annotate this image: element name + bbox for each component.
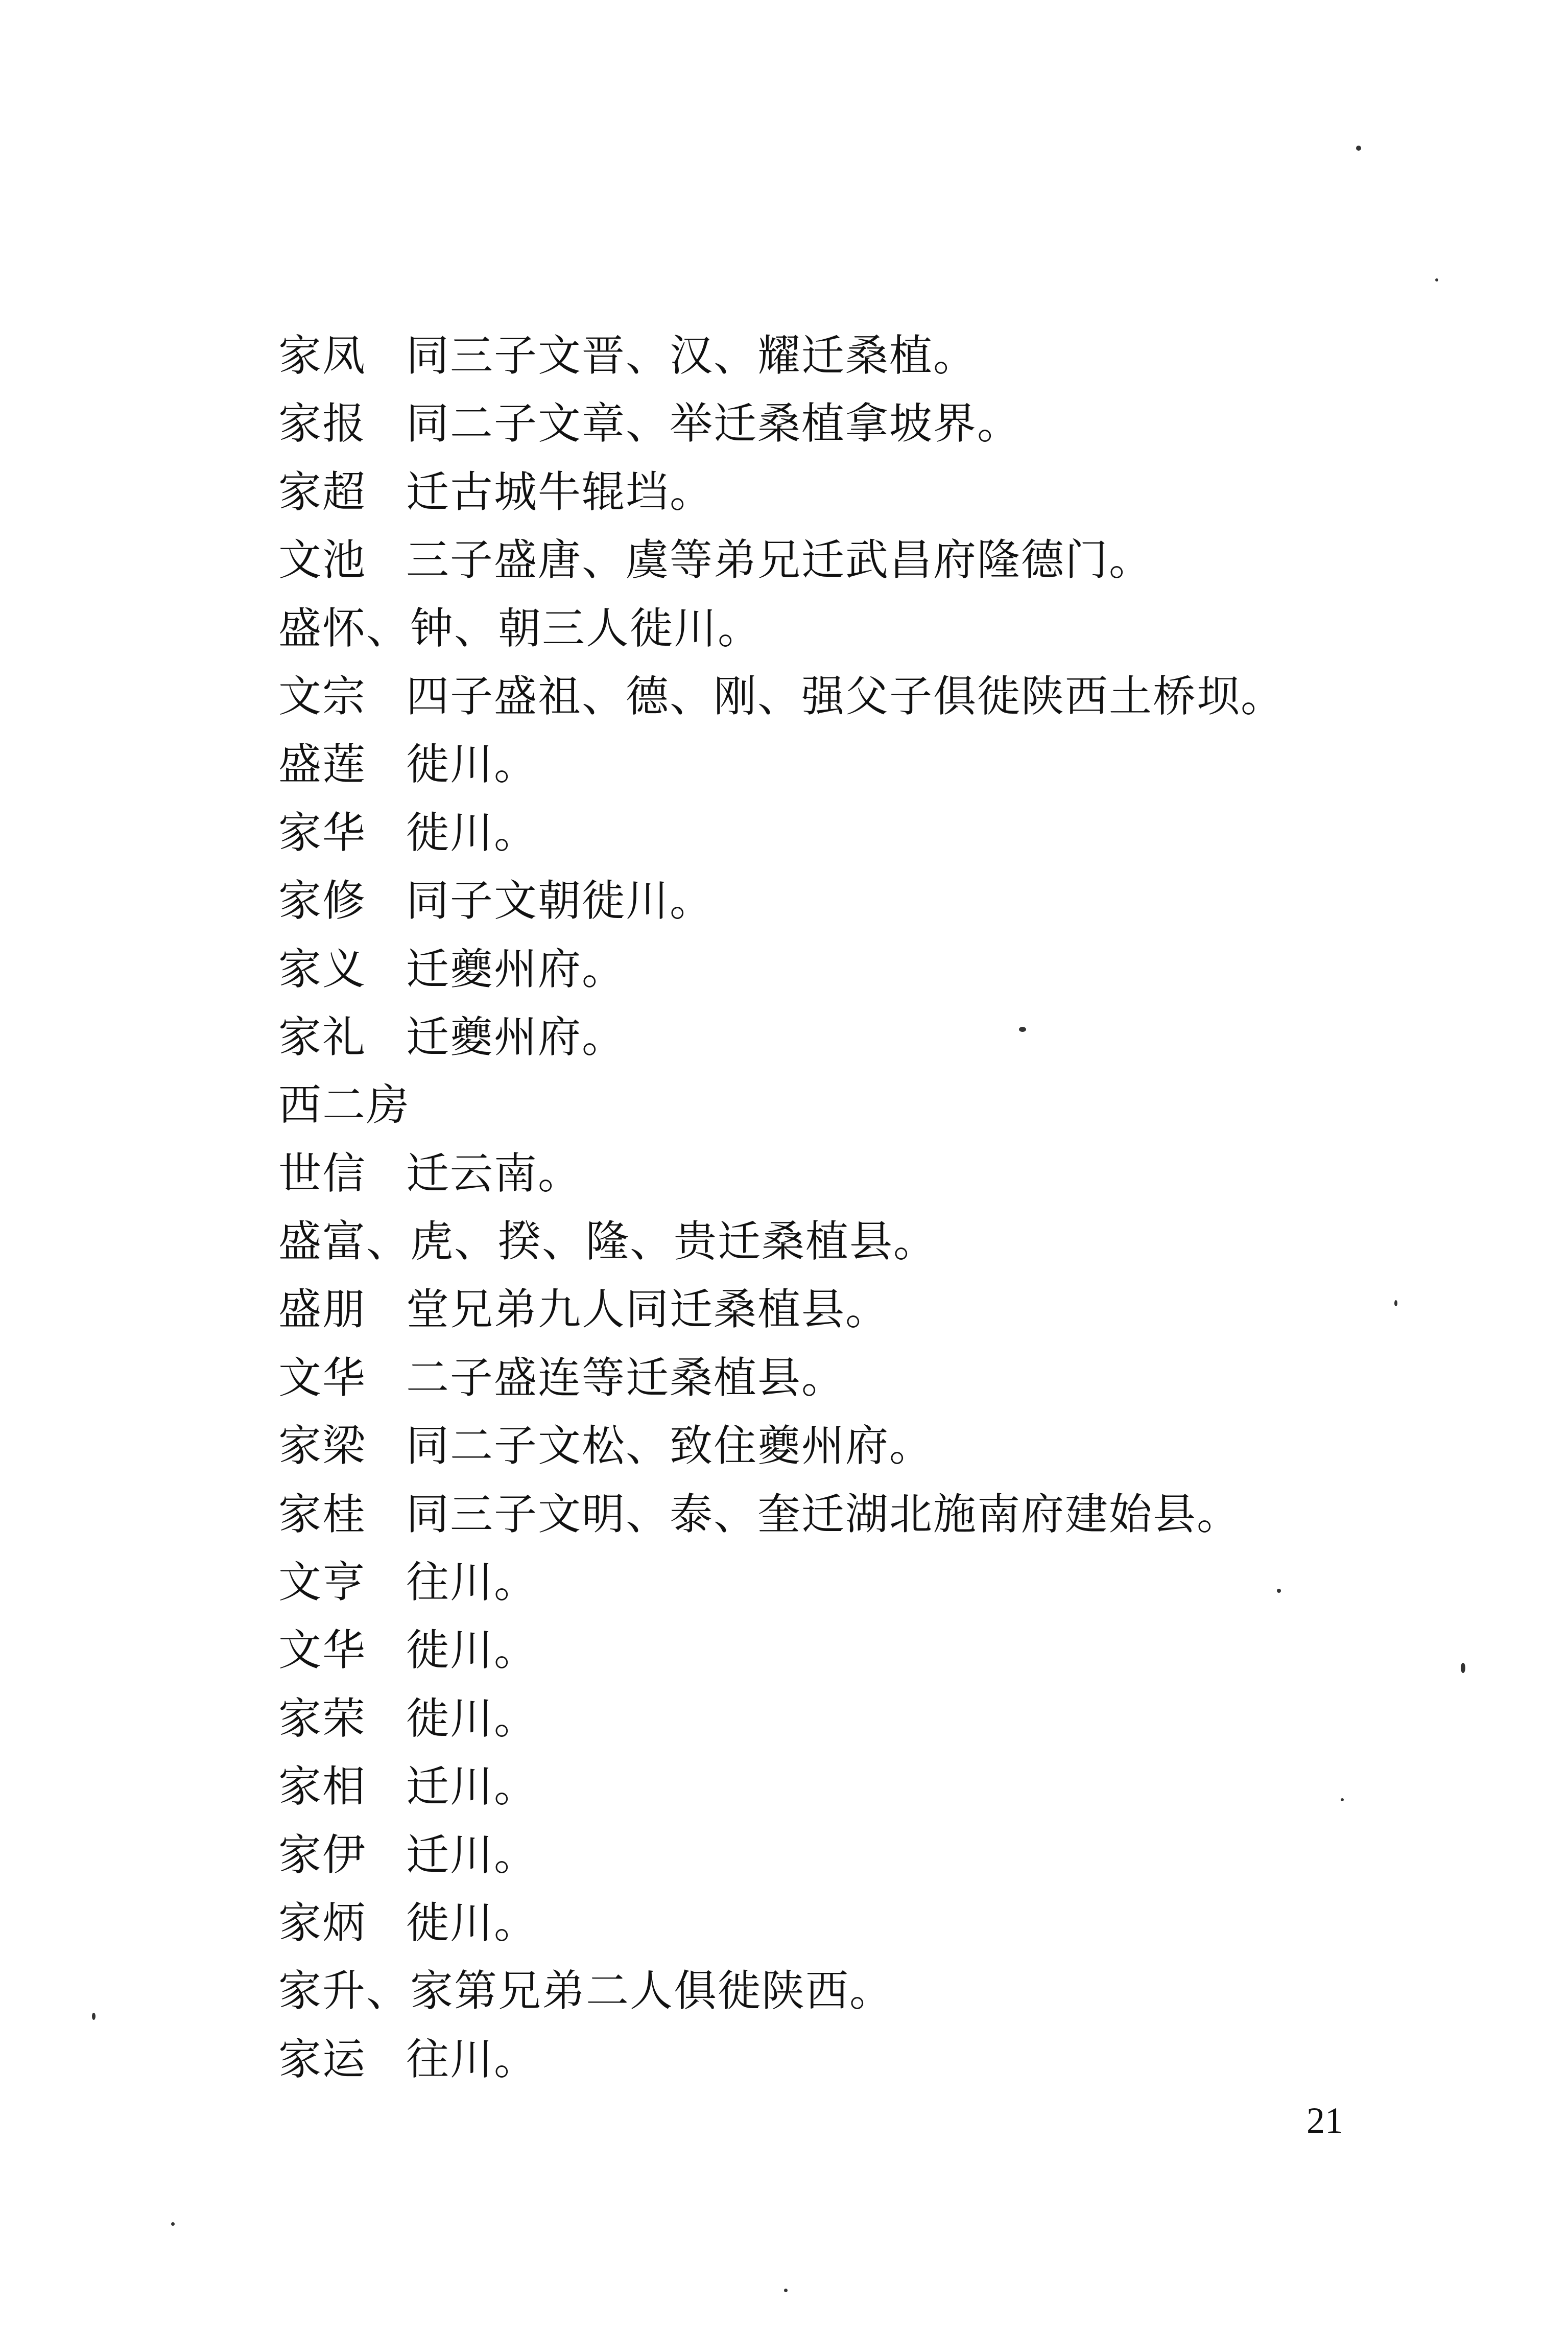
record-name: 家礼 [278, 1011, 367, 1062]
record-description: 迁夔州府。 [406, 944, 626, 994]
record-entry [278, 1616, 1402, 1684]
record-description: 往川。 [406, 1557, 538, 1608]
scan-speck [1356, 146, 1361, 151]
record-entry [278, 1208, 1402, 1276]
record-name: 家梁 [278, 1421, 367, 1471]
record-description: 迁夔州府。 [406, 1011, 626, 1062]
scan-speck [92, 2013, 96, 2020]
record-entry [278, 1344, 1402, 1412]
record-description: 堂兄弟九人同迁桑植县。 [406, 1284, 890, 1335]
record-name: 文华 [278, 1352, 367, 1403]
record-entry [278, 390, 1402, 458]
record-description: 同三子文晋、汉、耀迁桑植。 [406, 331, 978, 381]
record-description: 二子盛连等迁桑植县。 [406, 1352, 846, 1403]
record-name: 世信 [278, 1148, 367, 1198]
record-entry [278, 1276, 1402, 1344]
scan-speck [1019, 1027, 1026, 1032]
record-entry [278, 1071, 1402, 1139]
record-description: 迁古城牛辊垱。 [406, 466, 714, 517]
record-name: 盛富、虎、揆、隆、贵迁桑植县。 [278, 1216, 938, 1267]
record-description: 徙川。 [406, 1625, 538, 1676]
record-name: 文亨 [278, 1557, 367, 1608]
record-description: 迁云南。 [406, 1148, 582, 1198]
record-description: 往川。 [406, 2034, 538, 2084]
record-entry [278, 1003, 1402, 1071]
record-name: 文池 [278, 535, 367, 585]
record-description: 徙川。 [406, 1693, 538, 1744]
record-entry [278, 1889, 1402, 1957]
scan-speck [1277, 1589, 1281, 1593]
record-entry [278, 867, 1402, 935]
scan-speck [784, 2289, 788, 2292]
record-name: 盛莲 [278, 739, 367, 790]
record-entry [278, 935, 1402, 1003]
scan-speck [1461, 1663, 1465, 1673]
record-description: 迁川。 [406, 1829, 538, 1880]
record-name: 家相 [278, 1761, 367, 1812]
record-entry [278, 1480, 1402, 1548]
record-name: 家升、家第兄弟二人俱徙陕西。 [278, 1966, 894, 2016]
record-entry [278, 1821, 1402, 1889]
record-description: 徙川。 [406, 1897, 538, 1948]
record-entry [278, 731, 1402, 798]
scan-speck [1341, 1798, 1344, 1801]
record-description: 徙川。 [406, 739, 538, 790]
record-name: 家义 [278, 944, 367, 994]
record-name: 文华 [278, 1625, 367, 1676]
scan-speck [1394, 1300, 1397, 1306]
record-name: 西二房 [278, 1080, 411, 1131]
record-entry [278, 1412, 1402, 1480]
record-entry [278, 663, 1402, 731]
record-name: 家伊 [278, 1829, 367, 1880]
record-description: 三子盛唐、虞等弟兄迁武昌府隆德门。 [406, 535, 1153, 585]
record-entry [278, 1548, 1402, 1616]
record-name: 家炳 [278, 1897, 367, 1948]
record-description: 同三子文明、泰、奎迁湖北施南府建始县。 [406, 1489, 1241, 1539]
record-description: 同子文朝徙川。 [406, 876, 714, 926]
record-entry [278, 1685, 1402, 1753]
migration-record-list [278, 322, 1402, 2093]
record-entry [278, 1957, 1402, 2025]
record-entry [278, 526, 1402, 594]
record-name: 家凤 [278, 331, 367, 381]
record-entry [278, 1753, 1402, 1821]
record-name: 家荣 [278, 1693, 367, 1744]
record-name: 家报 [278, 398, 367, 449]
record-entry [278, 322, 1402, 390]
record-name: 家超 [278, 466, 367, 517]
record-name: 盛怀、钟、朝三人徙川。 [278, 603, 762, 653]
scan-speck [1435, 278, 1438, 281]
record-name: 盛朋 [278, 1284, 367, 1335]
record-name: 家桂 [278, 1489, 367, 1539]
scan-speck [171, 2222, 175, 2226]
record-entry [278, 2026, 1402, 2093]
record-name: 家华 [278, 807, 367, 858]
record-name: 家运 [278, 2034, 367, 2084]
record-entry [278, 1140, 1402, 1208]
record-entry [278, 799, 1402, 867]
record-description: 同二子文章、举迁桑植拿坡界。 [406, 398, 1021, 449]
record-description: 徙川。 [406, 807, 538, 858]
record-entry [278, 595, 1402, 663]
record-description: 同二子文松、致住夔州府。 [406, 1421, 934, 1471]
record-entry [278, 458, 1402, 526]
page-number: 21 [1306, 2100, 1343, 2141]
record-description: 迁川。 [406, 1761, 538, 1812]
record-name: 家修 [278, 876, 367, 926]
record-name: 文宗 [278, 671, 367, 721]
record-description: 四子盛祖、德、刚、强父子俱徙陕西土桥坝。 [406, 671, 1285, 721]
